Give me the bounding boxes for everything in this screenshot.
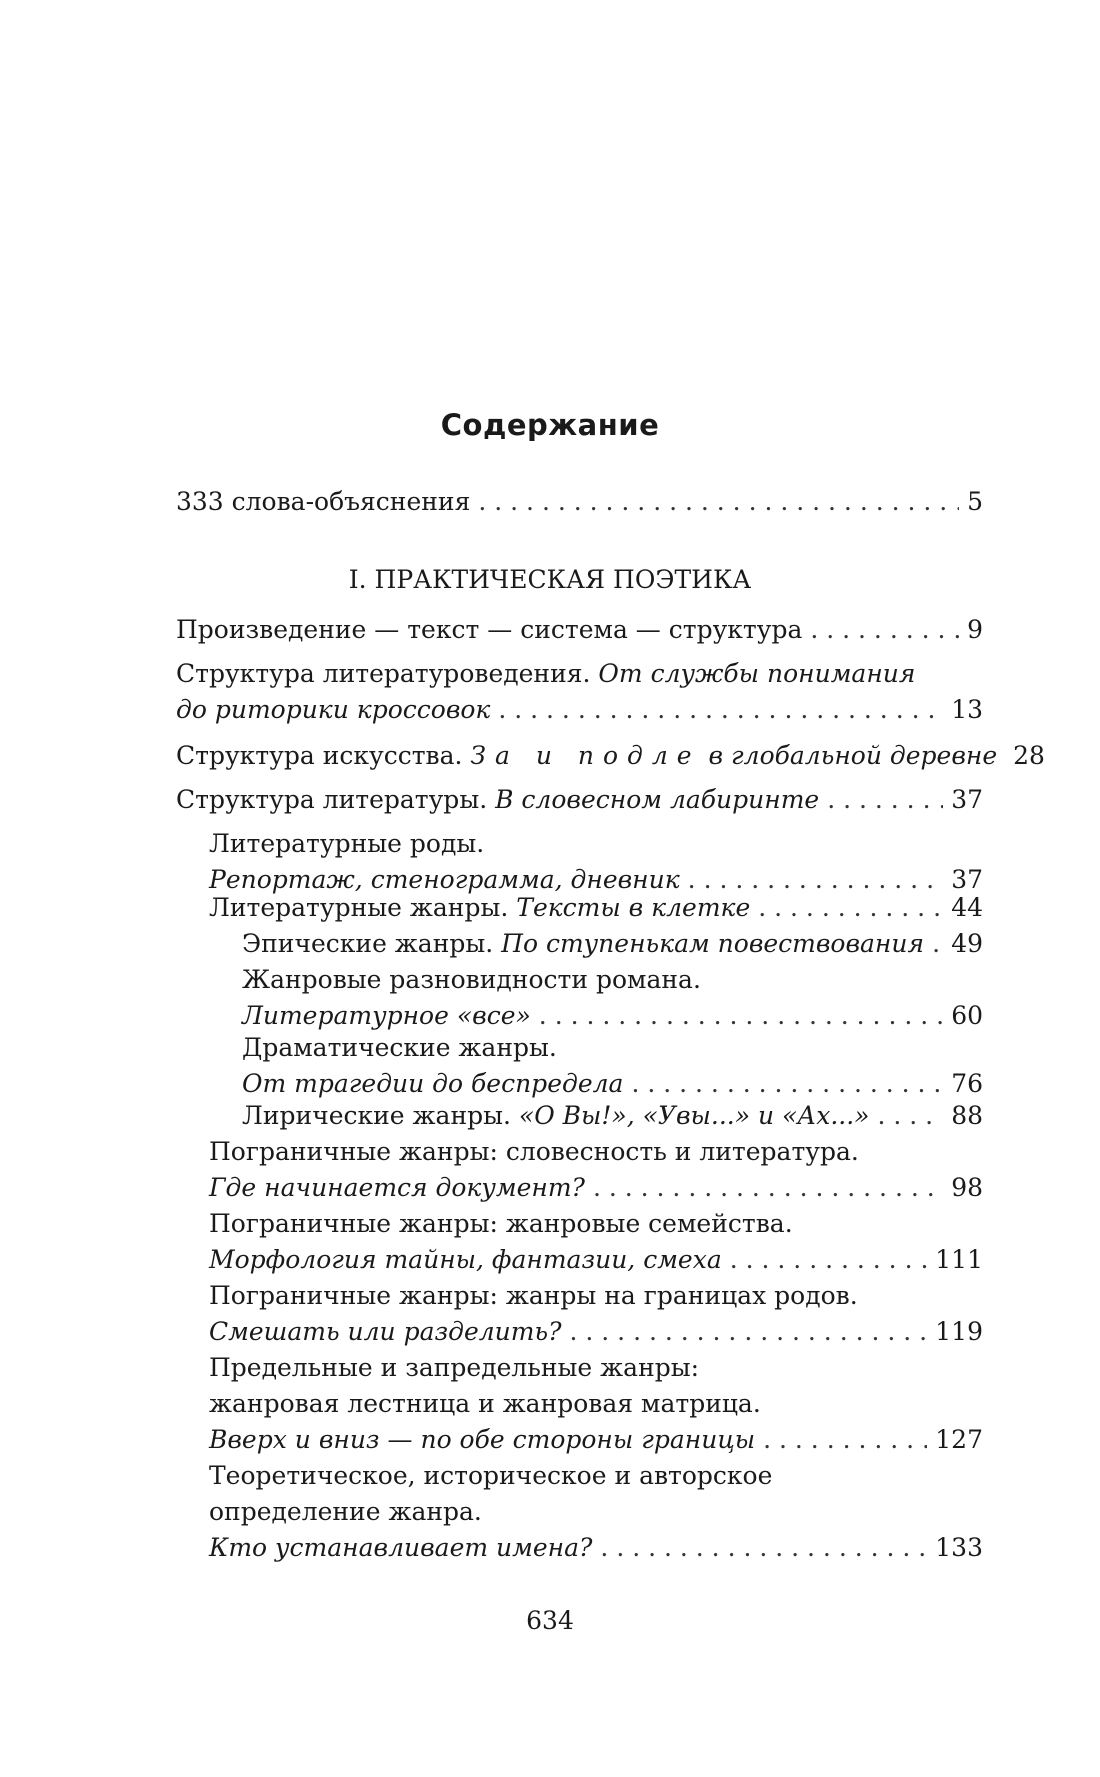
toc-entry-last-line (242, 1098, 983, 1134)
toc-page-number: 37 (951, 865, 983, 894)
toc-entry-last-line (209, 1242, 983, 1278)
toc-entry-subtitle: В словесном лабиринте (495, 785, 820, 814)
toc-entry-last-line (176, 782, 983, 818)
toc-entry[interactable] (209, 1278, 983, 1350)
leader-dots (810, 612, 959, 648)
toc-entry[interactable] (209, 1458, 983, 1566)
toc-entry-title: Пограничные жанры: жанры на границах родов. (209, 1281, 858, 1310)
toc-entry-title: Литературные роды. (209, 829, 485, 858)
toc-entry-subtitle: Вверх и вниз — по обе стороны границы (209, 1425, 756, 1454)
toc-entry-title: Литературные жанры. (209, 893, 517, 922)
toc-entry-subtitle: От трагедии до беспредела (242, 1069, 624, 1098)
toc-entry-title: Лирические жанры. (242, 1101, 519, 1130)
toc-entry-last-line (242, 926, 983, 962)
page-number: 634 (526, 1606, 574, 1635)
toc-entry-title: Структура литературы. (176, 785, 496, 814)
toc-entry[interactable] (176, 656, 983, 728)
toc-entry[interactable] (242, 962, 983, 1034)
toc-entry[interactable] (242, 1030, 983, 1102)
toc-entry-title: Пограничные жанры: словесность и литература. (209, 1137, 859, 1166)
toc-page-number: 88 (951, 1101, 983, 1130)
page-title: Содержание (440, 408, 660, 442)
toc-entry-text (176, 738, 997, 774)
toc-entry[interactable] (209, 1350, 983, 1458)
toc-page-number: 5 (967, 487, 983, 516)
toc-entry[interactable] (176, 738, 1045, 774)
toc-page-number: 76 (951, 1069, 983, 1098)
toc-entry-subtitle: в глобальной деревне (700, 741, 998, 770)
toc-entry-subtitle-spaced: За и подле (470, 741, 701, 770)
toc-entry-title: Драматические жанры. (242, 1033, 557, 1062)
toc-entry-subtitle: Где начинается документ? (209, 1173, 585, 1202)
toc-page-number: 44 (951, 893, 983, 922)
toc-entry-subtitle: «О Вы!», «Увы...» и «Ах...» (518, 1101, 870, 1130)
leader-dots (730, 1242, 928, 1278)
toc-entry-subtitle: Репортаж, стенограмма, дневник (209, 865, 680, 894)
toc-entry-subtitle: От службы понимания (598, 659, 916, 688)
toc-entry-line (176, 656, 983, 692)
toc-entry-title: Теоретическое, историческое и авторское (209, 1461, 773, 1490)
toc-entry-title: Структура искусства. (176, 741, 471, 770)
toc-entry-title: Эпические жанры. (242, 929, 502, 958)
toc-entry-text (209, 1314, 562, 1350)
toc-entry[interactable] (242, 926, 983, 962)
toc-entry-text (209, 890, 750, 926)
toc-entry-title: Произведение — текст — система — структура (176, 615, 803, 644)
toc-entry-last-line (209, 1422, 983, 1458)
toc-entry-line (209, 1350, 983, 1386)
toc-page-number: 37 (951, 785, 983, 814)
toc-page-number: 127 (935, 1425, 983, 1454)
toc-page-number: 98 (951, 1173, 983, 1202)
toc-entry-text: 333 слова-объяснения (176, 487, 471, 516)
toc-entry-subtitle: Кто устанавливает имена? (209, 1533, 593, 1562)
toc-entry-text (242, 1098, 869, 1134)
section-heading: I. ПРАКТИЧЕСКАЯ ПОЭТИКА (348, 565, 752, 594)
toc-entry[interactable] (209, 826, 983, 898)
toc-page-number: 13 (951, 695, 983, 724)
toc-entry-last-line (209, 1170, 983, 1206)
toc-entry-line (242, 1030, 983, 1066)
leader-dots (827, 782, 943, 818)
leader-dots (600, 1530, 927, 1566)
toc-entry-line (242, 962, 983, 998)
toc-entry[interactable] (209, 1134, 983, 1206)
toc-entry-subtitle: Литературное «все» (242, 1001, 531, 1030)
toc-entry-intro[interactable] (176, 484, 983, 520)
toc-entry-line (209, 1206, 983, 1242)
toc-entry-last-line (209, 890, 983, 926)
leader-dots (932, 926, 943, 962)
leader-dots (539, 998, 943, 1034)
toc-entry-last-line (176, 612, 983, 648)
leader-dots (877, 1098, 943, 1134)
toc-entry-last-line (176, 692, 983, 728)
toc-entry-text (242, 998, 531, 1034)
toc-entry-title: определение жанра. (209, 1497, 482, 1526)
toc-entry-subtitle: до риторики кроссовок (176, 695, 491, 724)
toc-entry-last-line (176, 738, 1045, 774)
toc-entry-last-line (242, 1066, 983, 1102)
toc-entry[interactable] (176, 612, 983, 648)
toc-entry-line (209, 1278, 983, 1314)
toc-entry-line (209, 1134, 983, 1170)
toc-entry-text (209, 1170, 585, 1206)
toc-entry-title: Жанровые разновидности романа. (242, 965, 701, 994)
toc-entry-line (209, 1458, 983, 1494)
toc-entry-text (209, 1422, 755, 1458)
toc-page-number: 49 (951, 929, 983, 958)
leader-dots (763, 1422, 927, 1458)
toc-page-number: 9 (967, 615, 983, 644)
leader-dots (478, 484, 959, 520)
toc-entry-text (242, 1066, 623, 1102)
toc-page-number: 28 (1013, 741, 1045, 770)
toc-entry-subtitle: Смешать или разделить? (209, 1317, 562, 1346)
leader-dots (593, 1170, 943, 1206)
toc-entry-line (209, 1494, 983, 1530)
toc-entry-text (209, 1242, 722, 1278)
toc-entry-subtitle: Тексты в клетке (516, 893, 751, 922)
toc-entry[interactable] (242, 1098, 983, 1134)
leader-dots (631, 1066, 943, 1102)
toc-entry-line (209, 1386, 983, 1422)
toc-entry-last-line (209, 1314, 983, 1350)
toc-page-number: 119 (935, 1317, 983, 1346)
toc-entry-text (242, 926, 924, 962)
toc-entry-text (176, 692, 490, 728)
toc-entry[interactable] (209, 1206, 983, 1278)
toc-entry-last-line (242, 998, 983, 1034)
toc-page-number: 111 (935, 1245, 983, 1274)
toc-page-number: 60 (951, 1001, 983, 1030)
toc-page-number: 133 (935, 1533, 983, 1562)
toc-entry-title: Предельные и запредельные жанры: (209, 1353, 700, 1382)
toc-entry-text (176, 782, 819, 818)
toc-entry-title: Пограничные жанры: жанровые семейства. (209, 1209, 793, 1238)
toc-entry-text (209, 1530, 592, 1566)
toc-entry-subtitle: Морфология тайны, фантазии, смеха (209, 1245, 722, 1274)
leader-dots (570, 1314, 928, 1350)
toc-entry[interactable] (176, 782, 983, 818)
toc-entry-line (209, 826, 983, 862)
toc-entry[interactable] (209, 890, 983, 926)
toc-entry-text (176, 612, 802, 648)
toc-entry-title: жанровая лестница и жанровая матрица. (209, 1389, 761, 1418)
toc-entry-subtitle: По ступенькам повествования (501, 929, 925, 958)
toc-entry-last-line (209, 1530, 983, 1566)
leader-dots (498, 692, 943, 728)
toc-entry-title: Структура литературоведения. (176, 659, 599, 688)
leader-dots (758, 890, 943, 926)
